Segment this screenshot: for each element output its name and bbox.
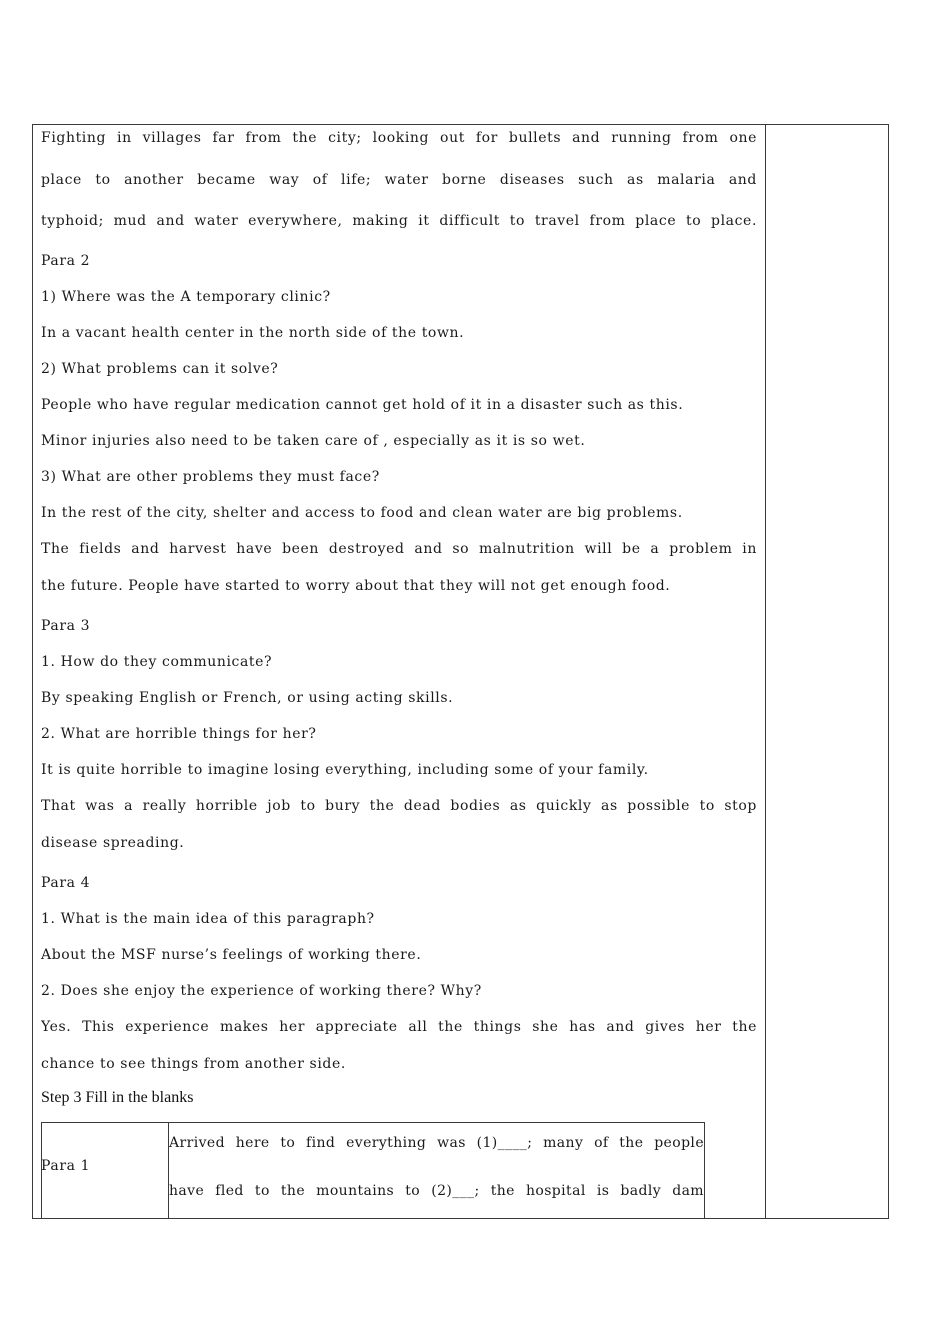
answer-line: It is quite horrible to imagine losing everything, including some of your family. <box>41 762 649 778</box>
answer-line: That was a really horrible job to bury the dead bodies as quickly as possible to stop <box>41 798 757 814</box>
section-heading: Para 2 <box>41 253 91 269</box>
answer-line: Yes. This experience makes her appreciate all the things she has and gives her the <box>41 1019 757 1035</box>
answer-line: the future. People have started to worry about that they will not get enough food. <box>41 578 671 594</box>
blank-line: Arrived here to find everything was (1)____; many of the people <box>169 1135 704 1151</box>
answer-line: Minor injuries also need to be taken care of , especially as it is so wet. <box>41 433 586 449</box>
answer-line: In a vacant health center in the north side of the town. <box>41 325 465 341</box>
answer-line: typhoid; mud and water everywhere, making it difficult to travel from place to place. <box>41 213 757 229</box>
answer-line: By speaking English or French, or using acting skills. <box>41 690 454 706</box>
answer-line: In the rest of the city, shelter and access to food and clean water are big problems. <box>41 505 683 521</box>
table-column-divider <box>765 124 766 1219</box>
section-heading: Para 4 <box>41 875 91 891</box>
blank-line: have fled to the mountains to (2)___; the hospital is badly dam <box>169 1183 704 1199</box>
question: 3) What are other problems they must face? <box>41 469 380 485</box>
answers-column <box>41 124 757 1086</box>
answer-line: The fields and harvest have been destroyed and so malnutrition will be a problem in <box>41 541 757 557</box>
question: 1. What is the main idea of this paragraph? <box>41 911 375 927</box>
answer-line: Fighting in villages far from the city; looking out for bullets and running from one <box>41 130 757 146</box>
fill-blanks-cell <box>169 1129 704 1211</box>
answer-line: People who have regular medication cannot get hold of it in a disaster such as this. <box>41 397 684 413</box>
question: 2. What are horrible things for her? <box>41 726 317 742</box>
answer-line: disease spreading. <box>41 835 185 851</box>
question: 2. Does she enjoy the experience of working there? Why? <box>41 983 482 999</box>
question: 2) What problems can it solve? <box>41 361 279 377</box>
answer-line: About the MSF nurse’s feelings of working there. <box>41 947 422 963</box>
section-heading: Para 3 <box>41 618 91 634</box>
para-label: Para 1 <box>41 1158 91 1174</box>
question: 1. How do they communicate? <box>41 654 273 670</box>
answer-line: place to another became way of life; water borne diseases such as malaria and <box>41 172 757 188</box>
answer-line: chance to see things from another side. <box>41 1056 346 1072</box>
step3-heading: Step 3 Fill in the blanks <box>41 1089 194 1106</box>
question: 1) Where was the A temporary clinic? <box>41 289 331 305</box>
